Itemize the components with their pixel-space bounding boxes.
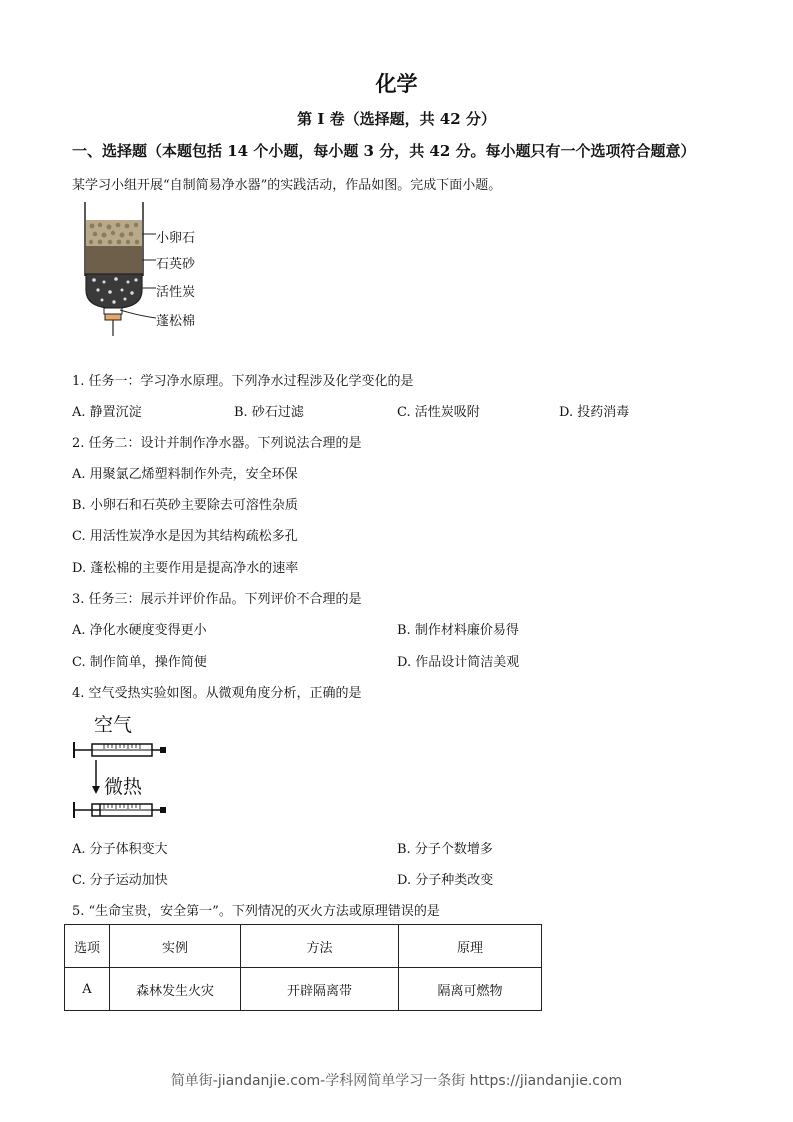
section-heading: 一、选择题（本题包括 14 个小题，每小题 3 分，共 42 分。每小题只有一个选项符合题意）	[72, 142, 696, 160]
water-filter-figure	[80, 198, 230, 340]
table-header-cell: 方法	[241, 925, 399, 968]
table-header-row	[65, 925, 542, 968]
table-header-cell: 原理	[399, 925, 542, 968]
q2-option-b: B. 小卵石和石英砂主要除去可溶性杂质	[72, 498, 298, 513]
table-cell: 森林发生火灾	[110, 968, 241, 1011]
table-header-cell: 选项	[65, 925, 110, 968]
q3-option-d: D. 作品设计简洁美观	[397, 655, 520, 670]
q1-option-a: A. 静置沉淀	[72, 405, 142, 420]
q2-option-a: A. 用聚氯乙烯塑料制作外壳，安全环保	[72, 467, 298, 482]
table-row	[65, 968, 542, 1011]
footer-watermark: 简单街-jiandanjie.com-学科网简单学习一条街 https://jiandanjie.com	[170, 1073, 623, 1089]
q1-stem: 1. 任务一：学习净水原理。下列净水过程涉及化学变化的是	[72, 374, 414, 389]
filter-label-pebbles: 小卵石	[156, 231, 196, 246]
q1-option-b: B. 砂石过滤	[234, 405, 304, 420]
table-cell: 开辟隔离带	[241, 968, 399, 1011]
q4-option-d: D. 分子种类改变	[397, 873, 494, 888]
filter-label-cotton: 蓬松棉	[156, 314, 196, 329]
page-title: 化学	[375, 71, 418, 96]
q5-table	[64, 924, 542, 1011]
q2-option-d: D. 蓬松棉的主要作用是提高净水的速率	[72, 561, 299, 576]
q1-option-d: D. 投药消毒	[559, 405, 630, 420]
syringe-figure	[70, 736, 170, 826]
part-subtitle: 第 I 卷（选择题，共 42 分）	[297, 110, 496, 128]
q3-option-b: B. 制作材料廉价易得	[397, 623, 519, 638]
q3-stem: 3. 任务三：展示并评价作品。下列评价不合理的是	[72, 592, 362, 607]
q4-label-air: 空气	[94, 714, 133, 736]
q2-option-c: C. 用活性炭净水是因为其结构疏松多孔	[72, 529, 298, 544]
table-header-cell: 实例	[110, 925, 241, 968]
syringe-top	[74, 742, 166, 758]
q1-option-c: C. 活性炭吸附	[397, 405, 480, 420]
q4-option-c: C. 分子运动加快	[72, 873, 168, 888]
q3-option-a: A. 净化水硬度变得更小	[72, 623, 207, 638]
filter-label-activated-carbon: 活性炭	[156, 285, 196, 300]
q5-stem: 5. “生命宝贵，安全第一”。下列情况的灭火方法或原理错误的是	[72, 904, 440, 919]
q3-option-c: C. 制作简单，操作简便	[72, 655, 207, 670]
q4-option-a: A. 分子体积变大	[72, 842, 168, 857]
filter-label-quartz-sand: 石英砂	[156, 257, 196, 272]
q4-label-heat: 微热	[104, 776, 143, 798]
q4-stem: 4. 空气受热实验如图。从微观角度分析，正确的是	[72, 686, 362, 701]
q2-stem: 2. 任务二：设计并制作净水器。下列说法合理的是	[72, 436, 362, 451]
table-cell: 隔离可燃物	[399, 968, 542, 1011]
intro-text: 某学习小组开展“自制简易净水器”的实践活动，作品如图。完成下面小题。	[72, 178, 502, 193]
table-cell: A	[65, 968, 110, 1011]
syringe-bottom	[74, 802, 166, 818]
q4-option-b: B. 分子个数增多	[397, 842, 493, 857]
